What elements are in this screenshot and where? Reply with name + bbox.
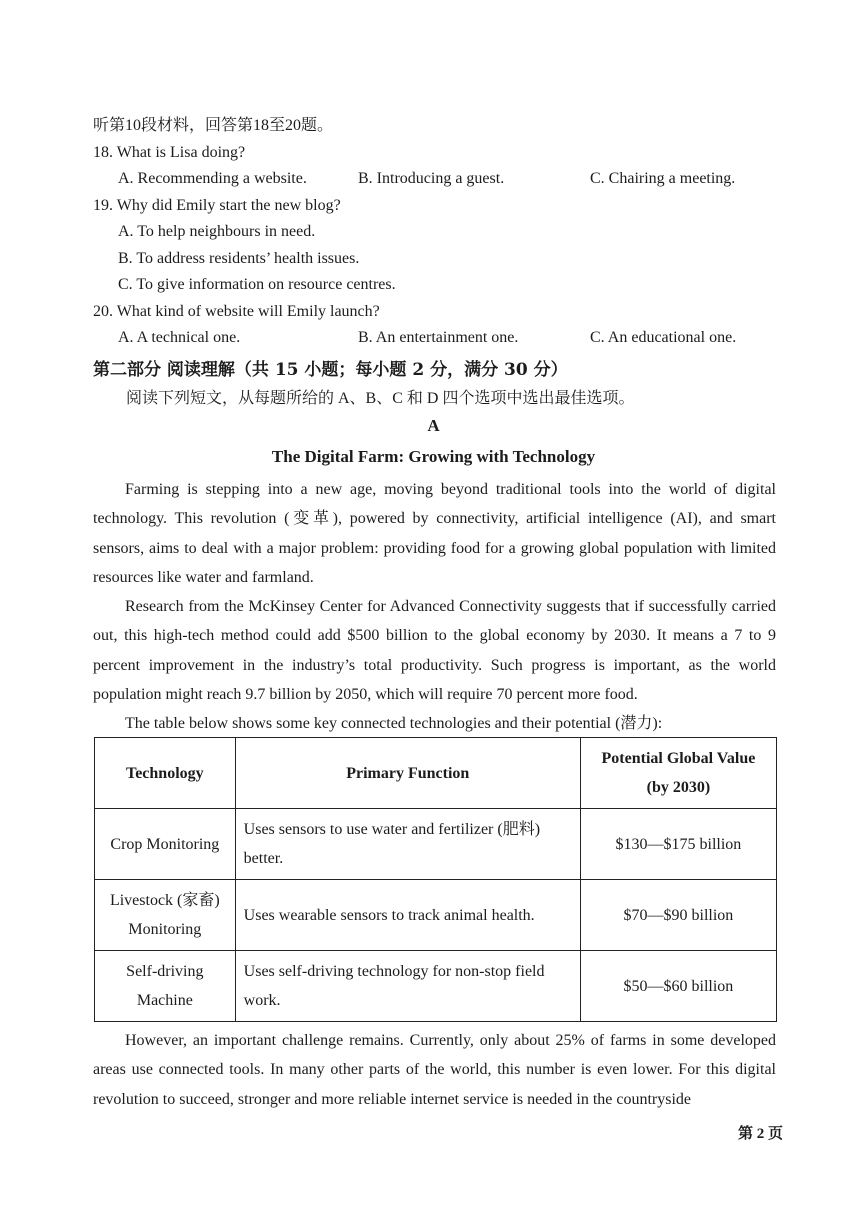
table-cell-value: $50—$60 billion: [580, 951, 776, 1022]
table-header-value: Potential Global Value (by 2030): [580, 738, 776, 809]
table-row: [95, 809, 777, 880]
passage-label: A: [427, 416, 440, 435]
question-19-stem: 19. Why did Emily start the new blog?: [93, 197, 341, 214]
question-20-option-b: B. An entertainment one.: [358, 329, 519, 346]
table-row: [95, 880, 777, 951]
table-cell-function: Uses sensors to use water and fertilizer (肥料) better.: [235, 809, 580, 880]
table-cell-function: Uses wearable sensors to track animal health.: [235, 880, 580, 951]
question-19-option-a: A. To help neighbours in need.: [118, 223, 316, 240]
paragraph-4: However, an important challenge remains. Currently, only about 25% of farms in some developed areas use connected tools. In many other parts of the world, this number is even lower. For this digital revolution to succeed, stronger and more reliable internet service is needed in the countryside: [93, 1032, 776, 1108]
question-20-option-a: A. A technical one.: [118, 329, 241, 346]
question-19-option-c: C. To give information on resource centres.: [118, 276, 396, 293]
passage-title: The Digital Farm: Growing with Technology: [271, 447, 596, 466]
question-20-stem: 20. What kind of website will Emily launch?: [93, 303, 380, 320]
question-18-stem: 18. What is Lisa doing?: [93, 144, 246, 161]
section-instruction: 阅读下列短文，从每题所给的 A、B、C 和 D 四个选项中选出最佳选项。: [126, 390, 635, 407]
table-header-technology: Technology: [95, 738, 236, 809]
table-cell-technology: Livestock (家畜) Monitoring: [95, 880, 236, 951]
page-number: 第 2 页: [738, 1126, 784, 1142]
section-title: 第二部分 阅读理解（共 15 小题；每小题 2 分，满分 30 分）: [93, 360, 568, 380]
technology-table: [94, 737, 777, 1022]
table-cell-technology: Crop Monitoring: [95, 809, 236, 880]
paragraph-1: Farming is stepping into a new age, moving beyond traditional tools into the world of digital technology. This revolution (变革), powered by connectivity, artificial intelligence (AI), and smart sensors, aims to deal with a major problem: providing food for a growing global population with limited resources like water and farmland.: [93, 481, 776, 586]
table-cell-value: $70—$90 billion: [580, 880, 776, 951]
question-19-option-b: B. To address residents’ health issues.: [118, 250, 360, 267]
table-cell-function: Uses self-driving technology for non-stop field work.: [235, 951, 580, 1022]
question-18-option-b: B. Introducing a guest.: [358, 170, 505, 187]
listening-intro: 听第10段材料，回答第18至20题。: [93, 117, 334, 134]
question-18-option-a: A. Recommending a website.: [118, 170, 307, 187]
question-20-option-c: C. An educational one.: [590, 329, 737, 346]
table-row: [95, 951, 777, 1022]
table-header-function: Primary Function: [235, 738, 580, 809]
paragraph-3: The table below shows some key connected technologies and their potential (潜力):: [125, 715, 663, 732]
table-cell-technology: Self-driving Machine: [95, 951, 236, 1022]
table-header-row: [95, 738, 777, 809]
table-cell-value: $130—$175 billion: [580, 809, 776, 880]
paragraph-2: Research from the McKinsey Center for Advanced Connectivity suggests that if successfully carried out, this high-tech method could add $500 billion to the global economy by 2030. It means a 7 to 9 percent improvement in the industry’s total productivity. Such progress is important, as the world population might reach 9.7 billion by 2050, which will require 70 percent more food.: [93, 598, 776, 703]
question-18-option-c: C. Chairing a meeting.: [590, 170, 736, 187]
